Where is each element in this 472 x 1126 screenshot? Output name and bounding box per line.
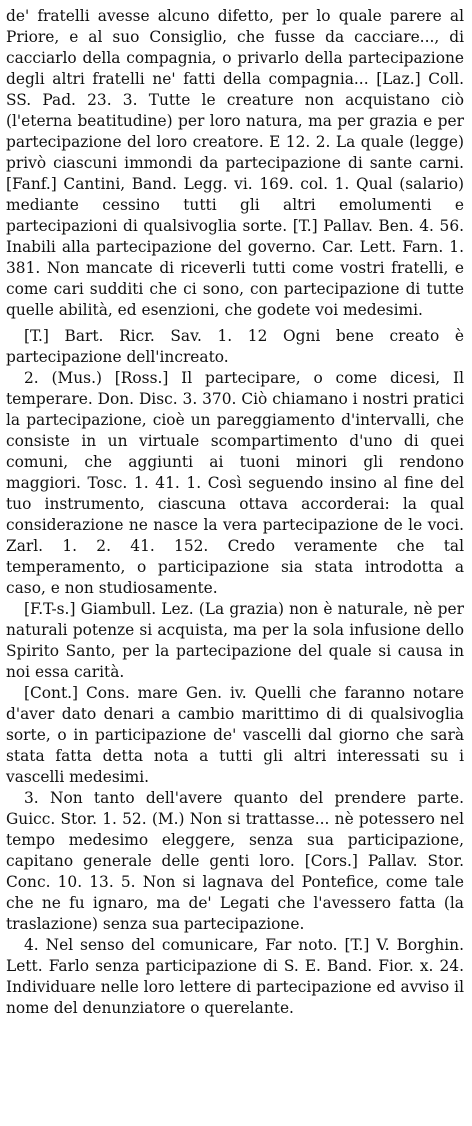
paragraph-sense-3: 3. Non tanto dell'avere quanto del prendere parte. Guicc. Stor. 1. 52. (M.) Non si trattasse... nè potessero nel tempo medesimo eleggere, senza sua participazione, capitano generale delle genti loro. [Cors.] Pallav. Stor. Conc. 10. 13. 5. Non si lagnava del Pontefice, come tale che ne fu ignaro, ma de' Legati che l'avessero fatta (la traslazione) senza sua partecipazione. xyxy=(6,789,464,933)
paragraph-continuation: de' fratelli avesse alcuno difetto, per lo quale parere al Priore, e al suo Consiglio, che fusse da cacciare..., di cacciarlo della compagnia, o privarlo della partecipazione degli altri fratelli ne' fatti della compagnia... [Laz.] Coll. SS. Pad. 23. 3. Tutte le creature non acquistano ciò (l'eterna beatitudine) per loro natura, ma per grazia e per partecipazione del loro creatore. E 12. 2. La quale (legge) privò ciascuni immondi da partecipazione di sante carni. [Fanf.] Cantini, Band. Legg. vi. 169. col. 1. Qual (salario) mediante cessino tutti gli altri emolumenti e partecipazioni di qualsivoglia sorte. [T.] Pallav. Ben. 4. 56. Inabili alla partecipazione del governo. Car. Lett. Farn. 1. 381. Non mancate di riceverli tutti come vostri fratelli, e come cari sudditi che ci sono, con partecipazione di tutte quelle abilità, ed esenzioni, che godete voi medesimi. xyxy=(6,7,464,319)
paragraph-giambull-citation: [F.T-s.] Giambull. Lez. (La grazia) non è naturale, nè per naturali potenze si acquista, ma per la sola infusione dello Spirito Santo, per la partecipazione del quale si causa in noi essa carità. xyxy=(6,600,464,681)
paragraph-sense-2-music: 2. (Mus.) [Ross.] Il partecipare, o come dicesi, Il temperare. Don. Disc. 3. 370. Ciò chiamano i nostri pratici la partecipazione, cioè un pareggiamento d'intervalli, che consiste in un virtuale scompartimento d'uno di quei comuni, che aggiunti ai tuoni minori gli rendono maggiori. Tosc. 1. 41. 1. Così seguendo insino al fine del tuo instrumento, ciascuna ottava accorderai: la qual considerazione ne nasce la vera partecipazione de le voci. Zarl. 1. 2. 41. 152. Credo veramente che tal temperamento, o participazione sia stata introdotta a caso, e non studiosamente. xyxy=(6,369,464,597)
paragraph-cont-citation: [Cont.] Cons. mare Gen. iv. Quelli che faranno notare d'aver dato denari a cambio marittimo di di qualsivoglia sorte, o in participazione de' vascelli dal giorno che sarà stata fatta detta nota a tutti gli altri interessati su i vascelli medesimi. xyxy=(6,684,464,786)
paragraph-bart-citation: [T.] Bart. Ricr. Sav. 1. 12 Ogni bene creato è partecipazione dell'increato. xyxy=(6,327,464,366)
paragraph-sense-4: 4. Nel senso del comunicare, Far noto. [T.] V. Borghin. Lett. Farlo senza participazione di S. E. Band. Fior. x. 24. Individuare nelle loro lettere di partecipazione ed avviso il nome del denunziatore o querelante. xyxy=(6,936,464,1017)
